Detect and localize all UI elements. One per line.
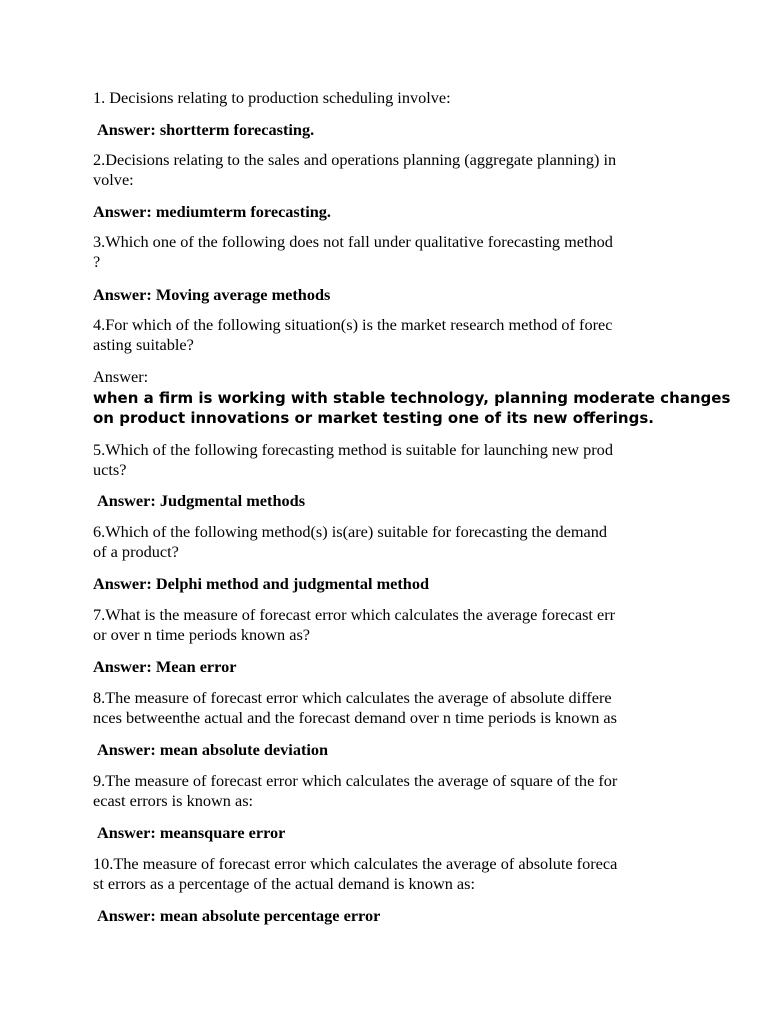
answer-4-line-2: on product innovations or market testing one of its new offerings. xyxy=(93,409,654,427)
question-6-line-1: 6.Which of the following method(s) is(are) suitable for forecasting the demand xyxy=(93,522,608,541)
answer-7: Answer: Mean error xyxy=(93,657,237,676)
answer-5: Answer: Judgmental methods xyxy=(97,491,306,510)
answer-10: Answer: mean absolute percentage error xyxy=(97,906,381,925)
answer-3: Answer: Moving average methods xyxy=(93,285,331,304)
question-9-line-2: ecast errors is known as: xyxy=(93,791,254,810)
question-10-line-1: 10.The measure of forecast error which calculates the average of absolute foreca xyxy=(93,854,618,873)
answer-8: Answer: mean absolute deviation xyxy=(97,740,329,759)
question-5-line-1: 5.Which of the following forecasting method is suitable for launching new prod xyxy=(93,440,613,459)
question-4-line-1: 4.For which of the following situation(s) is the market research method of forec xyxy=(93,315,613,334)
question-3-line-1: 3.Which one of the following does not fall under qualitative forecasting method xyxy=(93,232,613,251)
answer-4-line-1: when a firm is working with stable technology, planning moderate changes xyxy=(93,389,731,407)
answer-9: Answer: meansquare error xyxy=(97,823,286,842)
question-8-line-1: 8.The measure of forecast error which calculates the average of absolute differe xyxy=(93,688,612,707)
question-5-line-2: ucts? xyxy=(93,460,127,479)
answer-6: Answer: Delphi method and judgmental method xyxy=(93,574,430,593)
question-6-line-2: of a product? xyxy=(93,542,179,561)
question-2-line-1: 2.Decisions relating to the sales and operations planning (aggregate planning) in xyxy=(93,150,617,169)
answer-2: Answer: mediumterm forecasting. xyxy=(93,202,331,221)
question-10-line-2: st errors as a percentage of the actual demand is known as: xyxy=(93,874,476,893)
question-4-line-2: asting suitable? xyxy=(93,335,194,354)
answer-4-label: Answer: xyxy=(93,367,149,386)
question-7-line-1: 7.What is the measure of forecast error which calculates the average forecast err xyxy=(93,605,616,624)
answer-1: Answer: shortterm forecasting. xyxy=(97,120,315,139)
question-8-line-2: nces betweenthe actual and the forecast demand over n time periods is known as xyxy=(93,708,617,727)
question-7-line-2: or over n time periods known as? xyxy=(93,625,311,644)
question-9-line-1: 9.The measure of forecast error which calculates the average of square of the for xyxy=(93,771,618,790)
question-1-line-1: 1. Decisions relating to production scheduling involve: xyxy=(93,88,451,107)
question-2-line-2: volve: xyxy=(93,170,134,189)
question-3-line-2: ? xyxy=(93,252,101,271)
